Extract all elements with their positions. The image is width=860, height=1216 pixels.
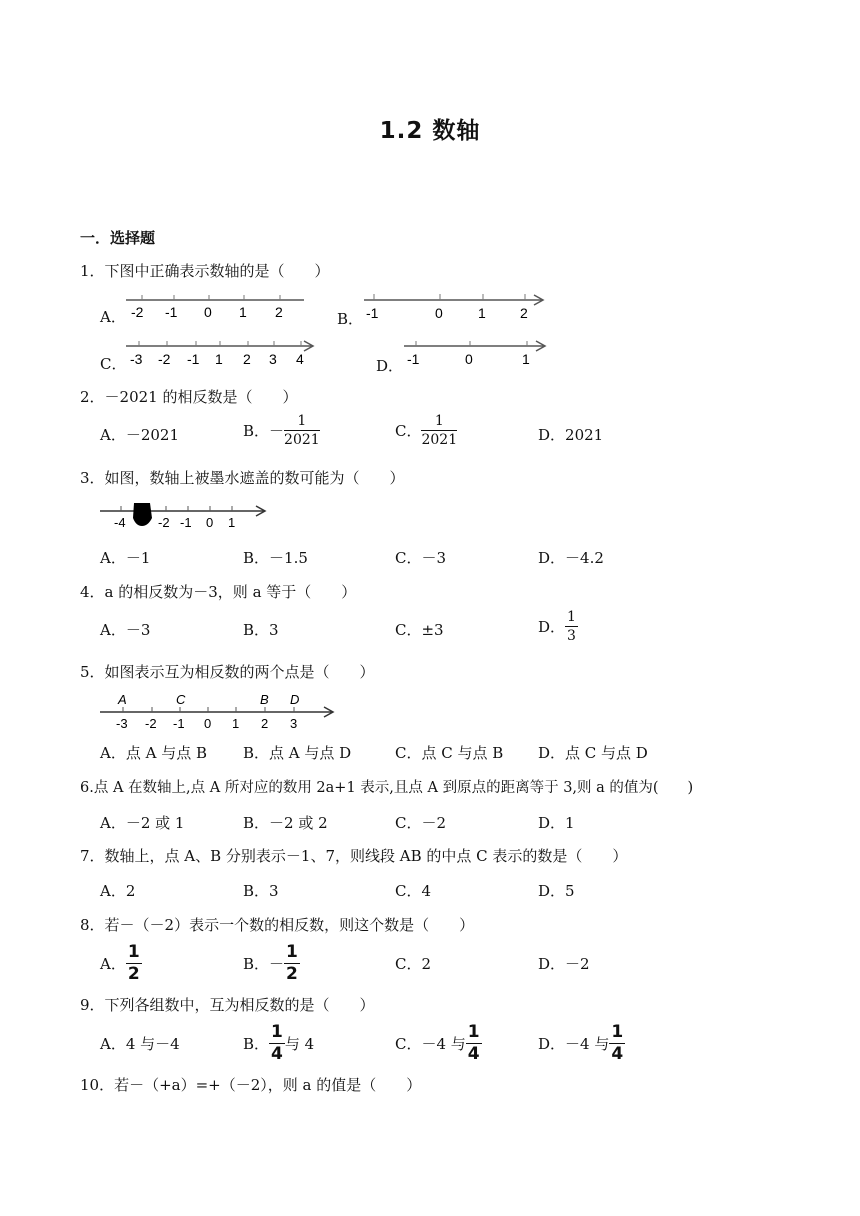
q6-option-d: D．1 xyxy=(538,814,575,832)
q1a-tick-label: 1 xyxy=(239,304,247,320)
question-5-stem: 5．如图表示互为相反数的两个点是（ ） xyxy=(80,663,375,681)
q1c-tick-label: 4 xyxy=(296,351,304,367)
q1-option-d-label: D． xyxy=(376,357,404,375)
q1d-tick-label: 0 xyxy=(465,351,473,367)
q5-option-d: D．点 C 与点 D xyxy=(538,744,648,762)
q5-tick-label: 2 xyxy=(261,716,269,731)
q1b-tick-label: 1 xyxy=(478,305,486,321)
q5-option-a: A．点 A 与点 B xyxy=(100,744,207,762)
q6-option-a: A．－2 或 1 xyxy=(100,814,185,832)
question-10-stem: 10．若－（+a）=+（－2），则 a 的值是（ ） xyxy=(80,1076,422,1094)
q7-option-d: D．5 xyxy=(538,882,575,900)
q5-tick-label: 1 xyxy=(232,716,240,731)
q1-option-b-number-line xyxy=(360,290,550,324)
q1b-tick-label: 0 xyxy=(435,305,443,321)
q3-option-b: B．－1.5 xyxy=(243,549,308,567)
q8-option-d: D．－2 xyxy=(538,955,590,973)
q1a-tick-label: 0 xyxy=(204,304,212,320)
q1a-tick-label: -2 xyxy=(131,304,144,320)
q8-option-c: C．2 xyxy=(395,955,432,973)
page-title: 1.2 数轴 xyxy=(379,118,481,144)
q9-option-c: C．－4 与 $\frac{1}{4}$ xyxy=(395,1022,480,1064)
q5-point-label: C xyxy=(176,692,186,707)
q5-tick-label: -1 xyxy=(173,716,185,731)
q2-option-a: A．－2021 xyxy=(100,426,180,444)
q9-option-b: B． $\frac{1}{4}$ 与 4 xyxy=(243,1022,315,1064)
question-9-stem: 9．下列各组数中，互为相反数的是（ ） xyxy=(80,996,375,1014)
q6-option-b: B．－2 或 2 xyxy=(243,814,328,832)
q1b-tick-label: 2 xyxy=(520,305,528,321)
q5-tick-label: 3 xyxy=(290,716,298,731)
q7-option-a: A．2 xyxy=(100,882,136,900)
q5-option-c: C．点 C 与点 B xyxy=(395,744,504,762)
q4-option-d: D． $\frac{1}{3}$ xyxy=(538,609,576,644)
q3-option-a: A．－1 xyxy=(100,549,151,567)
ink-blot xyxy=(133,503,152,526)
q5-number-line-figure xyxy=(96,690,341,732)
q3-number-line-figure xyxy=(96,500,276,532)
question-1-stem: 1．下图中正确表示数轴的是（ ） xyxy=(80,262,330,280)
q3-option-d: D．－4.2 xyxy=(538,549,604,567)
q3-tick-label: -2 xyxy=(158,515,170,530)
q1-option-b-label: B． xyxy=(337,310,364,328)
q8-option-b: B．－ $\frac{1}{2}$ xyxy=(243,942,298,984)
q1a-tick-label: -1 xyxy=(165,304,178,320)
question-3-stem: 3．如图，数轴上被墨水遮盖的数可能为（ ） xyxy=(80,469,405,487)
question-2-stem: 2．－2021 的相反数是（ ） xyxy=(80,388,298,406)
q2-option-c: C． $\frac{1}{2021}$ xyxy=(395,413,458,448)
q5-option-b: B．点 A 与点 D xyxy=(243,744,352,762)
question-8-stem: 8．若－（－2）表示一个数的相反数，则这个数是（ ） xyxy=(80,916,475,934)
q3-tick-label: 1 xyxy=(228,515,236,530)
question-7-stem: 7．数轴上，点 A、B 分别表示－1、7，则线段 AB 的中点 C 表示的数是（ ） xyxy=(80,847,628,865)
q3-tick-label: 0 xyxy=(206,515,214,530)
q1c-tick-label: -1 xyxy=(187,351,200,367)
q5-tick-label: -3 xyxy=(116,716,128,731)
q1c-tick-label: 3 xyxy=(269,351,277,367)
q1-option-d-number-line xyxy=(400,336,550,370)
q3-tick-label: -4 xyxy=(114,515,126,530)
q5-point-label: A xyxy=(118,692,127,707)
q1-option-c-label: C． xyxy=(100,355,127,373)
question-6-stem: 6.点 A 在数轴上,点 A 所对应的数用 2a+1 表示,且点 A 到原点的距离等于 3,则 a 的值为( ) xyxy=(80,780,694,796)
q9-option-a: A．4 与－4 xyxy=(100,1035,180,1053)
q9-option-d: D．－4 与 $\frac{1}{4}$ xyxy=(538,1022,624,1064)
q2-option-d: D．2021 xyxy=(538,426,604,444)
q1d-tick-label: 1 xyxy=(522,351,530,367)
q1-option-c-number-line xyxy=(122,336,322,370)
q4-option-c: C．±3 xyxy=(395,621,444,639)
q8-option-a: A． $\frac{1}{2}$ xyxy=(100,942,140,984)
q6-option-c: C．－2 xyxy=(395,814,447,832)
q2-option-b: B．－ $\frac{1}{2021}$ xyxy=(243,413,320,448)
question-4-stem: 4．a 的相反数为－3，则 a 等于（ ） xyxy=(80,583,357,601)
q1-option-a-label: A． xyxy=(100,308,126,326)
section-heading: 一．选择题 xyxy=(80,229,156,247)
q5-tick-label: 0 xyxy=(204,716,212,731)
q5-tick-label: -2 xyxy=(145,716,157,731)
q1c-tick-label: 1 xyxy=(215,351,223,367)
q7-option-b: B．3 xyxy=(243,882,279,900)
q5-point-label: B xyxy=(260,692,269,707)
q1a-tick-label: 2 xyxy=(275,304,283,320)
q5-point-label: D xyxy=(290,692,300,707)
q1d-tick-label: -1 xyxy=(407,351,420,367)
q1-option-a-number-line xyxy=(122,288,307,322)
q1c-tick-label: -3 xyxy=(130,351,143,367)
q1c-tick-label: -2 xyxy=(158,351,171,367)
q4-option-b: B．3 xyxy=(243,621,279,639)
q3-option-c: C．－3 xyxy=(395,549,447,567)
q7-option-c: C．4 xyxy=(395,882,432,900)
q1b-tick-label: -1 xyxy=(366,305,379,321)
q3-tick-label: -1 xyxy=(180,515,192,530)
q1c-tick-label: 2 xyxy=(243,351,251,367)
q4-option-a: A．－3 xyxy=(100,621,151,639)
